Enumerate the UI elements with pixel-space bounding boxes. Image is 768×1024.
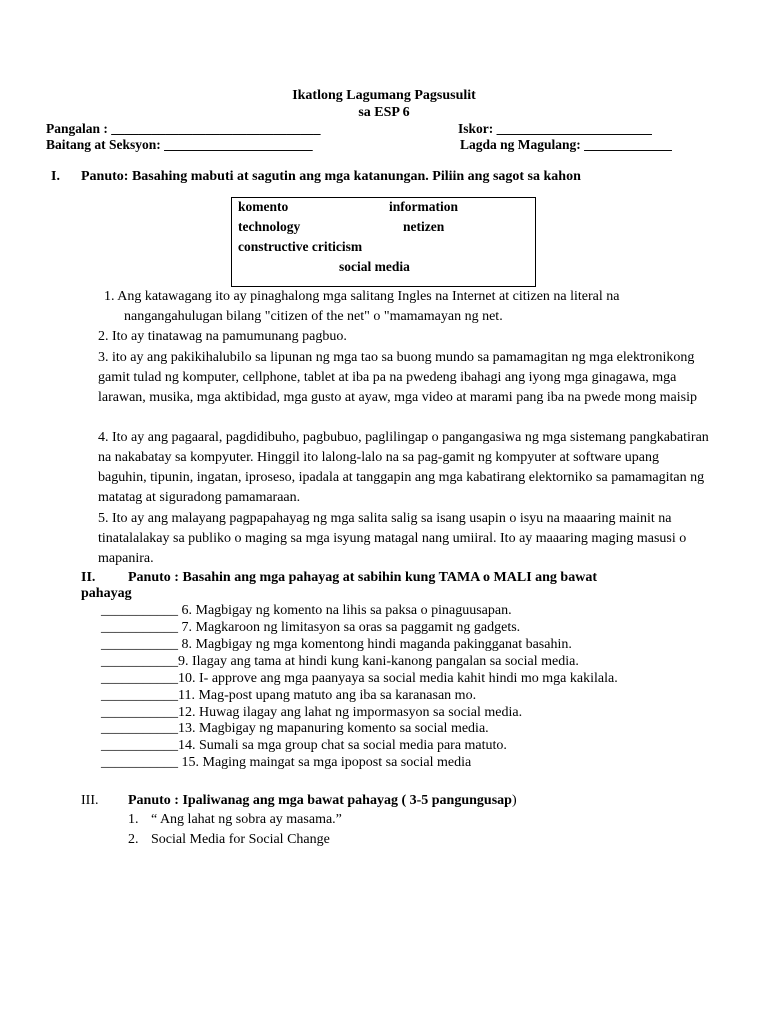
section1-number: I.	[51, 169, 60, 184]
statement-6: ___________ 6. Magbigay ng komento na lihis sa paksa o pinaguusapan.	[101, 603, 512, 618]
statement-15: ___________ 15. Maging maingat sa mga ipopost sa social media	[101, 755, 472, 770]
section1-instruction	[81, 169, 581, 185]
section2-instruction-cont: pahayag	[81, 586, 132, 601]
choice-constructive-criticism: constructive criticism	[238, 239, 363, 254]
parent-signature-field: Lagda ng Magulang: _____________	[460, 137, 672, 152]
question-1: 1. Ang katawagang ito ay pinaghalong mga salitang Ingles na Internet at citizen na literal na	[104, 289, 620, 304]
choice-netizen: netizen	[403, 219, 445, 234]
name-field: Pangalan : _______________________________	[46, 121, 321, 136]
exam-title: Ikatlong Lagumang Pagsusulit	[292, 88, 476, 103]
exam-subtitle: sa ESP 6	[358, 105, 410, 120]
choice-komento: komento	[238, 199, 289, 214]
statement-13: ___________13. Magbigay ng mapanuring komento sa social media.	[101, 721, 489, 736]
statement-14: ___________14. Sumali sa mga group chat sa social media para matuto.	[101, 738, 507, 753]
section3-number: III.	[81, 793, 99, 808]
choice-technology: technology	[238, 219, 301, 234]
question-4: 4. Ito ay ang pagaaral, pagdidibuho, pagbubuo, paglilingap o pangangasiwa ng mga sistemang pangkabatiran na nakabatay sa kompyuter. Hinggil ito lalong-lalo na sa pag-gamit ng kompyuter at software upang baguhin, tipunin, ingatan, iproseso, ipadala at tanggapin ang mga kabatirang elektorniko sa pamamagitan ng matatag at siguradong pamamaraan.	[98, 430, 709, 505]
grade-section-field: Baitang at Seksyon: ______________________	[46, 137, 313, 152]
question-2: 2. Ito ay tinatawag na pamumunang pagbuo.	[98, 329, 347, 344]
question-3: 3. ito ay ang pakikihalubilo sa lipunan ng mga tao sa buong mundo sa pamamagitan ng mga elektronikong gamit tulad ng komputer, cellphone, tablet at iba pa na pwedeng ibahagi ang iyong mga ginagawa, mga larawan, musika, mga aktibidad, mga gusto at ayaw, mga video at marami pang iba na pwede mong maisip	[98, 350, 697, 405]
question-5: 5. Ito ay ang malayang pagpapahayag ng mga salita salig sa isang usapin o isyu na maaaring mainit na tinatalalakay sa publiko o maging sa mga isyung matagal nang umiiral. Ito ay maaaring maging masusi o mapanira.	[98, 511, 687, 566]
statement-7: ___________ 7. Magkaroon ng limitasyon sa oras sa paggamit ng gadgets.	[101, 620, 521, 635]
choices-box	[231, 197, 536, 287]
statement-12: ___________12. Huwag ilagay ang lahat ng impormasyon sa social media.	[101, 705, 523, 720]
score-field: Iskor: _______________________	[458, 121, 652, 136]
essay-1-number: 1.	[128, 812, 139, 827]
section1-instruction-text: : Basahing mabuti at sagutin ang mga katanungan. Piliin ang sagot sa kahon	[123, 169, 581, 184]
statement-8: ___________ 8. Magbigay ng mga komentong hindi maganda pakingganat basahin.	[101, 637, 572, 652]
section3-instruction-text: Panuto : Ipaliwanag ang mga bawat pahayag ( 3-5 pangungusap	[128, 793, 512, 808]
section1-label: Panuto	[81, 169, 124, 184]
choice-information: information	[389, 199, 458, 214]
statement-10: ___________10. I- approve ang mga paanyaya sa social media kahit hindi mo mga kakilala.	[101, 671, 618, 686]
essay-2-number: 2.	[128, 832, 139, 847]
essay-2-text: Social Media for Social Change	[151, 832, 330, 847]
essay-1-text: “ Ang lahat ng sobra ay masama.”	[151, 812, 342, 827]
section3-instruction	[128, 793, 517, 809]
statement-9: ___________9. Ilagay ang tama at hindi kung kani-kanong pangalan sa social media.	[101, 654, 579, 669]
choice-social-media: social media	[339, 259, 410, 274]
question-1-cont: nangangahulugan bilang "citizen of the net" o "mamamayan ng net.	[124, 309, 503, 324]
section2-instruction: Panuto : Basahin ang mga pahayag at sabihin kung TAMA o MALI ang bawat	[128, 570, 597, 585]
section2-number: II.	[81, 570, 96, 585]
section3-instruction-end: )	[511, 793, 517, 808]
statement-11: ___________11. Mag-post upang matuto ang iba sa karanasan mo.	[101, 688, 477, 703]
